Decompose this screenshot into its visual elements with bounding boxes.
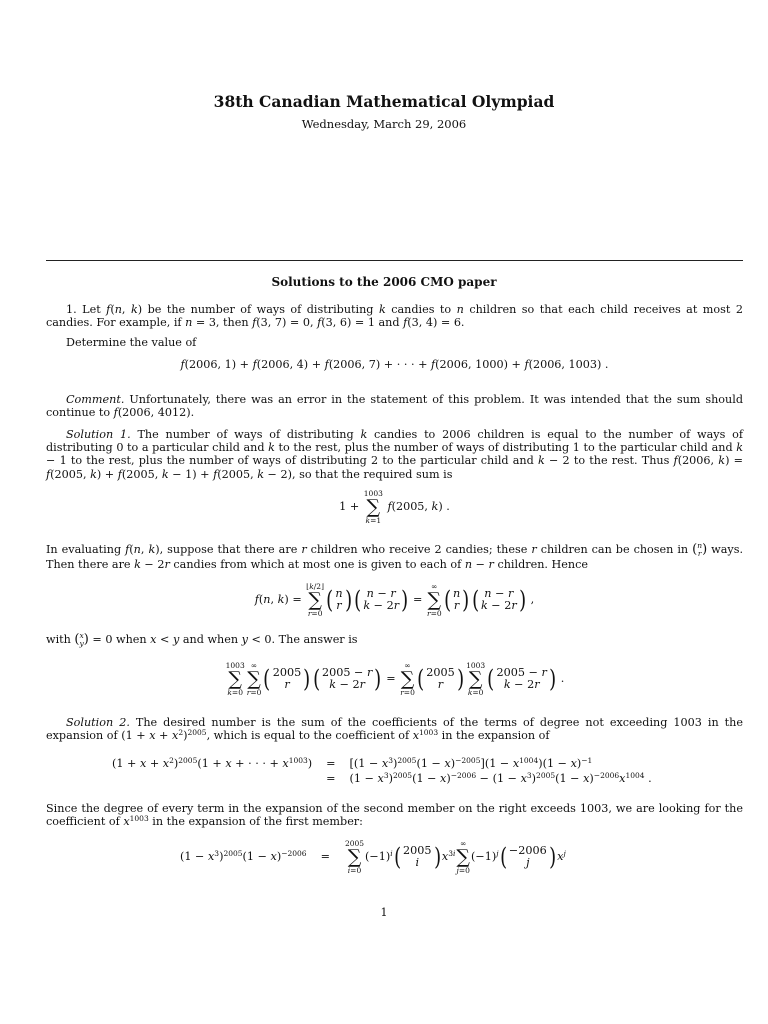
comment-label: Comment. [66, 393, 125, 406]
degree-paragraph: Since the degree of every term in the expansion of the second member on the right exceeds 1003, we are looking for the coefficient of $x^{1003}$ in the expansion of the first member: [46, 802, 743, 829]
expansion-equations: $(1 + x + x^2)^{2005}(1 + x$ + · · · + $x^{1003}$) = $[(1 - x^3)^{2005}(1 - x)^{-2005}](1 - x^{1004})(1 - x)^{-1}$ = $(1 - x^3)^{2005}(1 - x)^{-2006} - (1 - x^3)^{2005}(1 - x)^{-2006}x^{1004}$ . [112, 756, 652, 786]
problem-1-statement: 1. Let f(n, k) be the number of ways of distributing k candies to n children so that each child receives at most 2 candies. For example, if n = 3, then f(3, 7) = 0, f(3, 6) = 1 and f(3, 4) = 6. [46, 303, 743, 330]
first-member-expansion: $(1 - x^3)^{2005}(1 - x)^{-2006}$ = 2005 ∑ i=0 $(-1)^i$ ( 2005 i ) $x^{3i}$ ∞ ∑ j=0 $(-1)^j$ ( −2006 j ) $x^j$ [180, 839, 566, 875]
problem-1-sum: f(2006, 1) + f(2006, 4) + f(2006, 7) + · · · + f(2006, 1000) + f(2006, 1003) . [180, 358, 609, 371]
evaluation-paragraph: In evaluating f(n, k), suppose that there are r children who receive 2 candies; these r children can be chosen in ( n r ) ways. Then there are k − 2r candies from which at most one is given to each of n − r children. Hence [46, 541, 744, 571]
horizontal-rule [46, 260, 743, 261]
expansion-lhs: $(1 + x + x^2)^{2005}(1 + x$ + · · · + $x^{1003}$) [112, 756, 313, 770]
expansion-rhs-2: $(1 - x^3)^{2005}(1 - x)^{-2006} - (1 - x^3)^{2005}(1 - x)^{-2006}x^{1004}$ . [349, 771, 652, 786]
solution-1-label: Solution 1. [66, 428, 131, 441]
expansion-rhs-1: $[(1 - x^3)^{2005}(1 - x)^{-2005}](1 - x^{1004})(1 - x)^{-1}$ [349, 756, 593, 770]
first-member-rhs: 2005 ∑ i=0 $(-1)^i$ ( 2005 i ) $x^{3i}$ ∞ ∑ j=0 $(-1)^j$ ( −2006 j ) $x^j$ [344, 839, 566, 875]
page-number: 1 [380, 906, 388, 919]
comment-paragraph: Comment. Unfortunately, there was an error in the statement of this problem. It was intended that the sum should continue to f(2006, 4012). [46, 393, 743, 420]
solution-2-paragraph: Solution 2. The desired number is the sum of the coefficients of the terms of degree not exceeding 1003 in the expansion of $(1 + x + x^2)^{2005}$, which is equal to the coefficient of $x^{1003}$ in the expansion of [46, 716, 743, 743]
paper-date: Wednesday, March 29, 2006 [301, 117, 467, 131]
problem-1-prompt: Determine the value of [66, 336, 197, 349]
sum-1003-equation: 1 + 1003 ∑ k=1 f(2005, k) . [339, 489, 450, 525]
f-n-k-formula: f(n, k) = ⌊k/2⌋ ∑ r=0 ( n r ) ( n − r k − 2r ) = ∞ ∑ r=0 ( n r ) ( n − r k − 2r ) , [254, 582, 535, 618]
answer-double-sum: 1003 ∑ k=0 ∞ ∑ r=0 ( 2005 r ) ( 2005 − r k − 2r ) = ∞ ∑ r=0 ( 2005 r ) 1003 ∑ k=0 ( 2005 − r k − 2r ) . [225, 661, 565, 697]
paper-title: 38th Canadian Mathematical Olympiad [213, 92, 555, 111]
hence-word: Hence [551, 557, 588, 571]
solutions-heading: Solutions to the 2006 CMO paper [271, 275, 497, 289]
solution-2-label: Solution 2. [66, 716, 130, 729]
solution-1-paragraph: Solution 1. The number of ways of distributing k candies to 2006 children is equal to the number of ways of distributing 0 to a particular child and k to the rest, plus the number of ways of distributing 1 to the particular child and k − 1 to the rest, plus the number of ways of distributing 2 to the particular child and k − 2 to the rest. Thus f(2006, k) = f(2005, k) + f(2005, k − 1) + f(2005, k − 2), so that the required sum is [46, 428, 744, 481]
binomial-convention: with ( x y ) = 0 when x < y and when y < 0. The answer is [46, 631, 358, 648]
first-member-lhs: $(1 - x^3)^{2005}(1 - x)^{-2006}$ [180, 849, 307, 864]
